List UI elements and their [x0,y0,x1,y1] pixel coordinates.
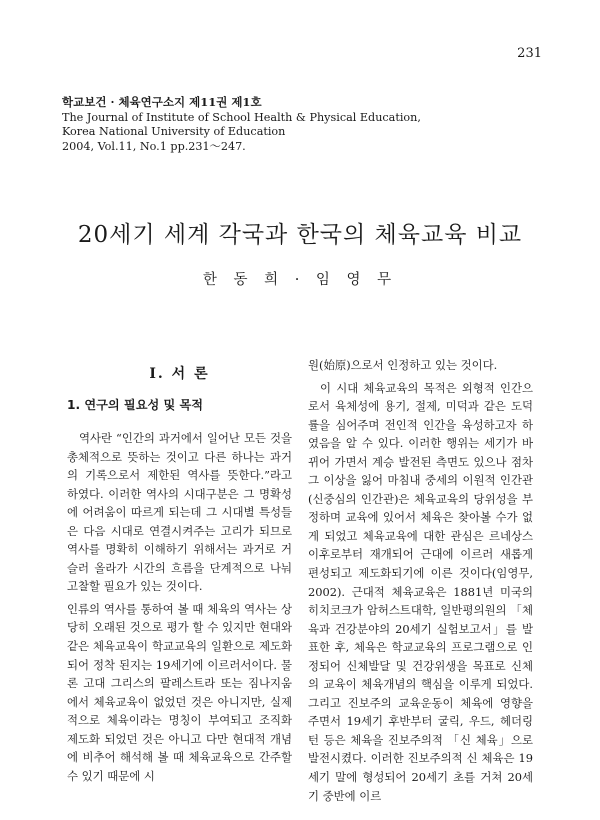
journal-volume-info: 2004, Vol.11, No.1 pp.231～247. [62,139,246,153]
journal-english-title: The Journal of Institute of School Health & Physical Education, [62,110,421,124]
article-title: 20세기 세계 각국과 한국의 체육교육 비교 [77,222,523,248]
body-paragraph: 이 시대 체육교육의 목적은 외형적 인간으로서 육체성에 용기, 절제, 미덕과 같은 도덕률을 심어주며 전인적 인간을 육성하고자 하였음을 알 수 있다. 이러한 행위는 세기가 바뀌어 가면서 계승 발전된 측면도 있으나 점차 그 이상을 잃어 마침내 중세의 이원적 인간관(신중심의 인간관)은 체육교육의 당위성을 부정하며 교육에 있어서 체육은 찾아볼 수가 없게 되었고 체육교육에 대한 관심은 르네상스 이후로부터 재개되어 근대에 이르러 새롭게 편성되고 제도화되기에 이른 것이다(임영무, 2002). 근대적 체육교육은 1881년 미국의 히치코크가 암허스트대학, 일반평의원의 「체육과 건강분야의 20세기 실험보고서」를 발표한 후, 체육은 학교교육의 프로그램으로 인정되어 신체발달 및 건강위생을 목표로 신체의 교육이 체육개념의 핵심을 이루게 되었다. 그리고 진보주의 교육운동이 체육에 영향을 주면서 19세기 후반부터 굴릭, 우드, 헤더링턴 등은 체육을 진보주의적 「신 체육」으로 발전시켰다. 이러한 진보주의적 신 체육은 19세기 말에 형성되어 20세기 초를 거쳐 20세기 중반에 이르 [308,380,533,803]
journal-institution: Korea National University of Education [62,125,286,138]
body-paragraph: 인류의 역사를 통하여 볼 때 체육의 역사는 상당히 오래된 것으로 평가 할 수 있지만 현대와 같은 체육교육이 학교교육의 일환으로 제도화되어 정착 된지는 19세기에 이르러서이다. 물론 고대 그리스의 팔레스트라 또는 짐나지움에서 체육교육이 없었던 것은 아니지만, 실제적으로 체육이라는 명칭이 부여되고 조직화 제도화 되었던 것은 아니고 다만 현대적 개념에 비추어 해석해 볼 때 체육교육으로 간주할 수 있기 때문에 시 [67,601,292,783]
left-column [67,356,292,789]
right-column [308,356,533,809]
journal-korean-title: 학교보건 · 체육연구소지 제11권 제1호 [62,95,262,109]
journal-header [62,95,421,154]
body-paragraph: 역사란 “인간의 과거에서 일어난 모든 것을 총체적으로 뜻하는 것이고 다른 하나는 과거의 기록으로서 제한된 역사를 뜻한다.”라고 하였다. 이러한 역사의 시대구분은 그 명확성에 어려움이 따르게 되는데 그 시대별 특성들은 다음 시대로 연결시켜주는 고리가 되므로 역사를 명확히 이해하기 위해서는 과거로 거슬러 올라가 시간의 흐름을 단계적으로 나눠 고찰할 필요가 있는 것이다. [67,431,292,594]
body-paragraph: 원(始原)으로서 인정하고 있는 것이다. [308,358,498,372]
subsection-heading: 1. 연구의 필요성 및 목적 [67,398,204,412]
page-number: 231 [517,46,542,61]
article-authors: 한 동 희 · 임 영 무 [202,272,398,288]
section-heading: Ⅰ. 서 론 [149,366,210,382]
